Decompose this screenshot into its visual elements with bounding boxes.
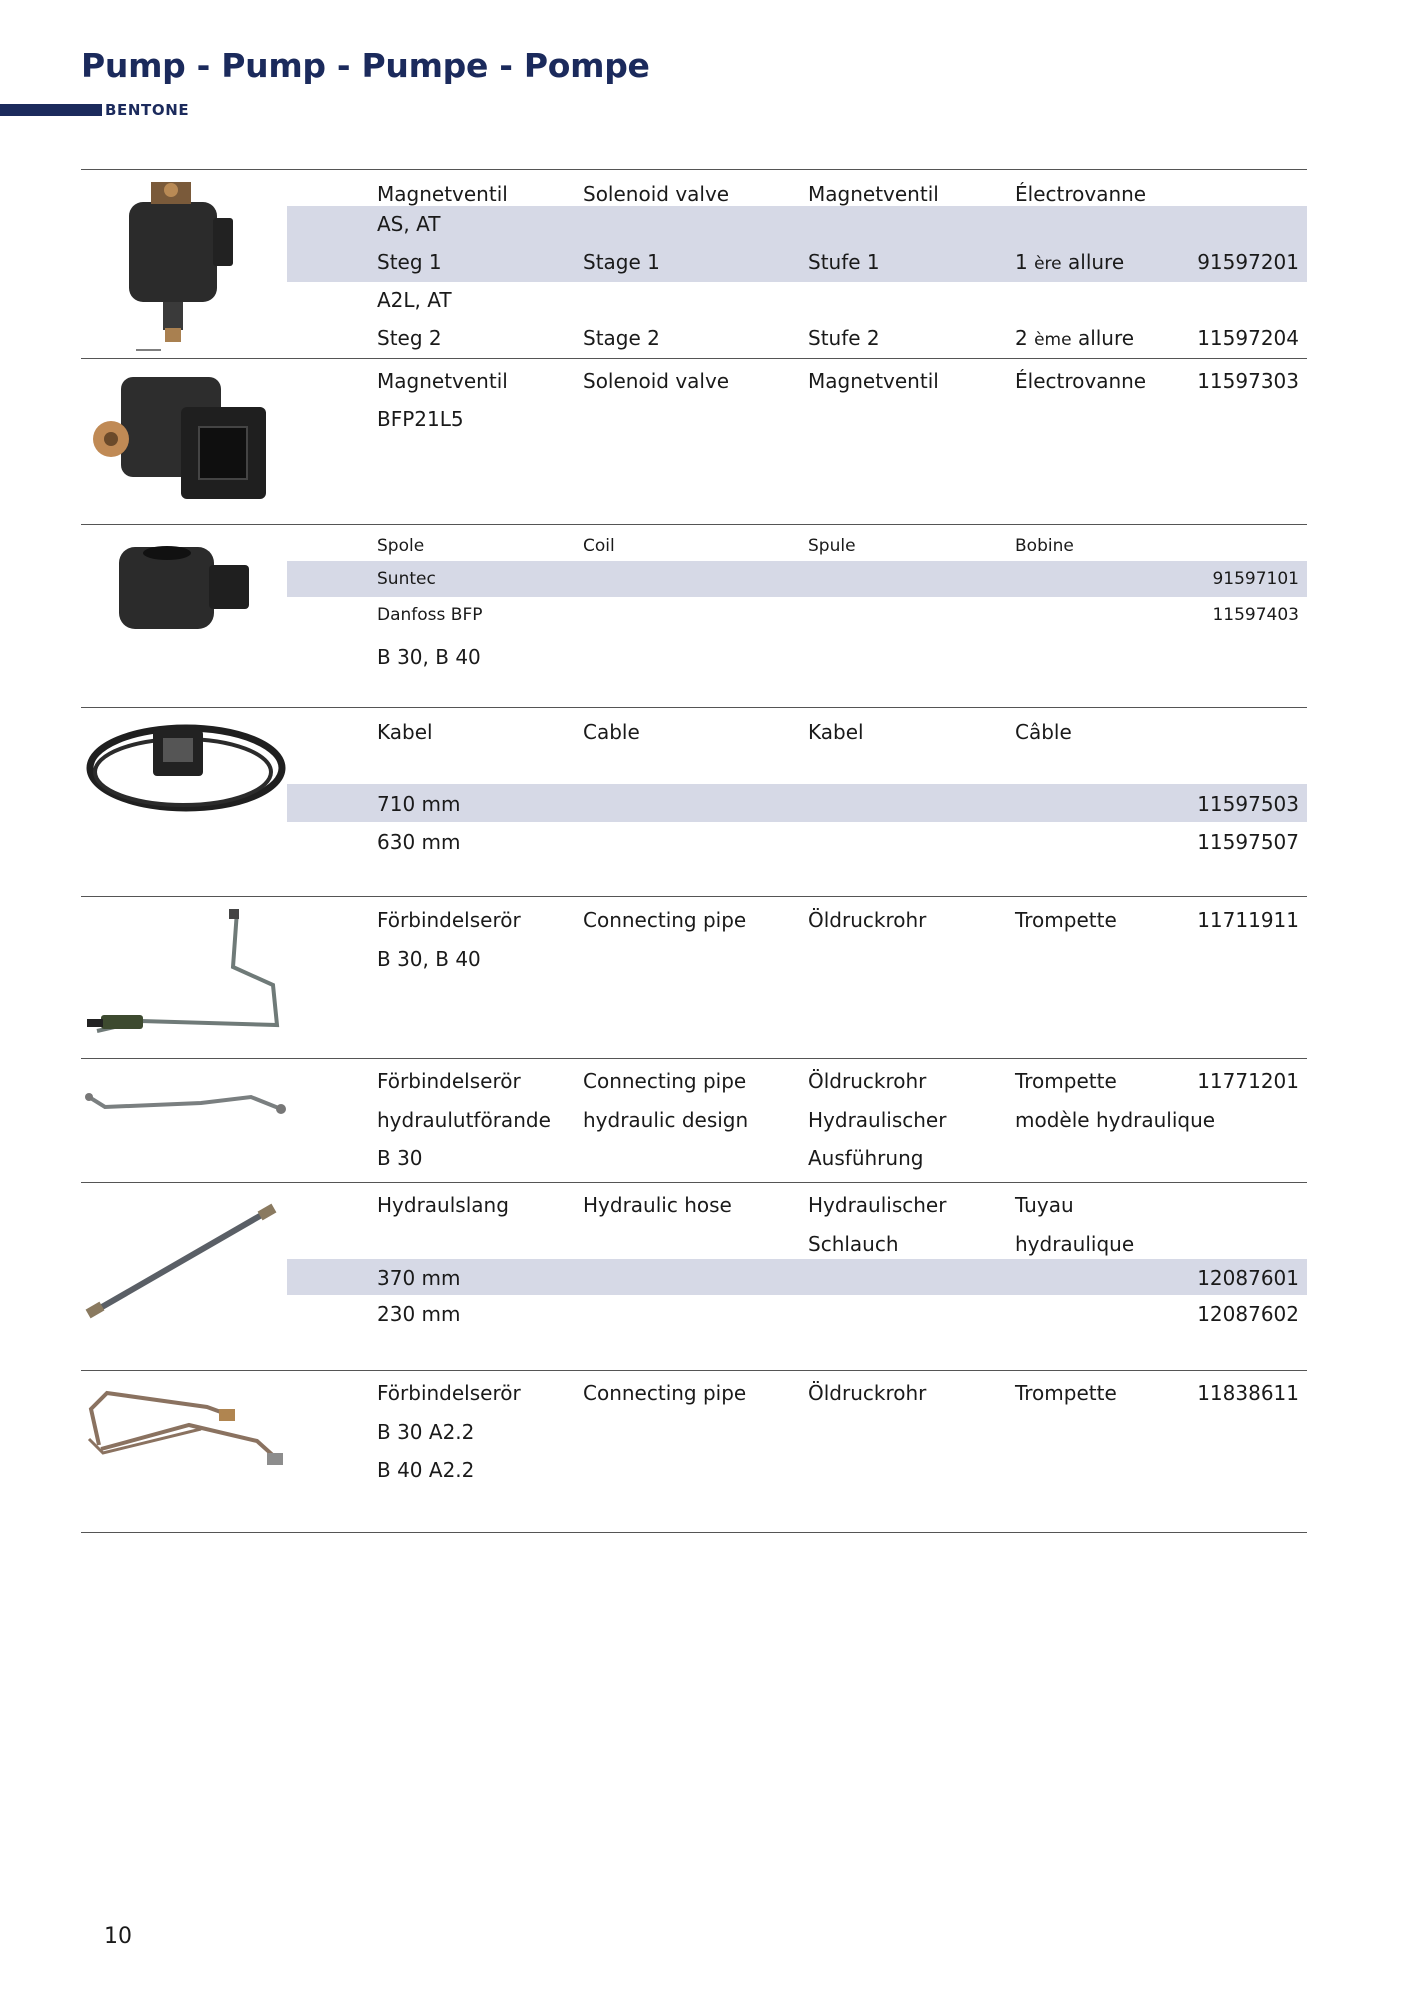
label-german: Öldruckrohr bbox=[808, 1381, 927, 1405]
section-connecting-pipe bbox=[81, 896, 1307, 1059]
label-english: hydraulic design bbox=[583, 1108, 749, 1132]
model-label: AS, AT bbox=[377, 212, 441, 236]
stage-french: 1 ère allure bbox=[1015, 250, 1125, 274]
label-swedish: Hydraulslang bbox=[377, 1193, 509, 1217]
label-english: Coil bbox=[583, 536, 615, 556]
table-row bbox=[287, 561, 1307, 597]
label-swedish: Förbindelserör bbox=[377, 1069, 521, 1093]
connecting-pipe-image bbox=[81, 907, 291, 1047]
hydraulic-hose-image bbox=[81, 1197, 291, 1327]
part-number: 11597204 bbox=[1197, 326, 1299, 350]
variant-label: Danfoss BFP bbox=[377, 605, 483, 625]
coil-image bbox=[81, 539, 291, 639]
page-number: 10 bbox=[104, 1924, 132, 1949]
model-label: B 30 A2.2 bbox=[377, 1420, 475, 1444]
brand-label: BENTONE bbox=[105, 101, 190, 119]
label-english: Solenoid valve bbox=[583, 182, 730, 206]
section-cable bbox=[81, 707, 1307, 897]
label-french: Trompette bbox=[1015, 1381, 1117, 1405]
label-german: Öldruckrohr bbox=[808, 908, 927, 932]
model-label: B 30, B 40 bbox=[377, 645, 481, 669]
label-german: Kabel bbox=[808, 720, 864, 744]
label-french: hydraulique bbox=[1015, 1232, 1135, 1256]
model-label: A2L, AT bbox=[377, 288, 452, 312]
hydraulic-pipe-image bbox=[81, 1083, 291, 1123]
part-number: 11597403 bbox=[1212, 605, 1299, 625]
coil-header-row bbox=[287, 525, 1307, 561]
label-french: Bobine bbox=[1015, 536, 1074, 556]
part-number: 11597507 bbox=[1197, 830, 1299, 854]
label-german: Magnetventil bbox=[808, 182, 939, 206]
label-german: Spule bbox=[808, 536, 856, 556]
hydraulic-pipe-row-1 bbox=[287, 1059, 1307, 1097]
section-connecting-pipe-a22 bbox=[81, 1370, 1307, 1533]
table-row bbox=[287, 1259, 1307, 1295]
stage-english: Stage 2 bbox=[583, 326, 660, 350]
part-number: 11838611 bbox=[1197, 1381, 1299, 1405]
pipe-a22-model-row-2 bbox=[287, 1447, 1307, 1485]
hose-header-row-2 bbox=[287, 1221, 1307, 1259]
length-label: 370 mm bbox=[377, 1266, 461, 1290]
label-english: Connecting pipe bbox=[583, 1381, 747, 1405]
label-swedish: Magnetventil bbox=[377, 369, 508, 393]
hydraulic-pipe-row-2 bbox=[287, 1097, 1307, 1135]
model-label: B 30 bbox=[377, 1146, 423, 1170]
table-row bbox=[287, 822, 1307, 860]
hose-header-row-1 bbox=[287, 1183, 1307, 1221]
hydraulic-pipe-row-3 bbox=[287, 1135, 1307, 1173]
label-swedish: Förbindelserör bbox=[377, 1381, 521, 1405]
pipe-model-row bbox=[287, 935, 1307, 973]
section-solenoid-valve-bfp bbox=[81, 358, 1307, 525]
pipe-a22-model-row-1 bbox=[287, 1409, 1307, 1447]
section-connecting-pipe-hydraulic bbox=[81, 1058, 1307, 1183]
label-french: modèle hydraulique bbox=[1015, 1108, 1216, 1132]
label-swedish: Magnetventil bbox=[377, 182, 508, 206]
solenoid-valve-bfp-image bbox=[81, 367, 291, 517]
coil-model-row bbox=[287, 633, 1307, 673]
part-number: 12087601 bbox=[1197, 1266, 1299, 1290]
label-german: Hydraulischer bbox=[808, 1108, 947, 1132]
label-french: Trompette bbox=[1015, 1069, 1117, 1093]
part-number: 91597101 bbox=[1212, 569, 1299, 589]
part-number: 11711911 bbox=[1197, 908, 1299, 932]
stage-swedish: Steg 2 bbox=[377, 326, 442, 350]
solenoid-valve-image bbox=[81, 178, 291, 363]
solenoid-bfp-model-row bbox=[287, 397, 1307, 433]
label-german: Hydraulischer bbox=[808, 1193, 947, 1217]
stage-german: Stufe 1 bbox=[808, 250, 880, 274]
label-french: Électrovanne bbox=[1015, 182, 1147, 206]
table-row bbox=[287, 1295, 1307, 1331]
connecting-pipe-a22-image bbox=[81, 1379, 291, 1479]
section-solenoid-valve bbox=[81, 169, 1307, 360]
brand-bar bbox=[0, 104, 102, 116]
label-english: Hydraulic hose bbox=[583, 1193, 732, 1217]
part-number: 11597503 bbox=[1197, 792, 1299, 816]
stage-german: Stufe 2 bbox=[808, 326, 880, 350]
label-english: Solenoid valve bbox=[583, 369, 730, 393]
model-label: B 40 A2.2 bbox=[377, 1458, 475, 1482]
label-german: Schlauch bbox=[808, 1232, 899, 1256]
table-row bbox=[287, 784, 1307, 822]
cable-header-row bbox=[287, 708, 1307, 748]
length-label: 230 mm bbox=[377, 1302, 461, 1326]
solenoid-stage1-block bbox=[287, 206, 1307, 282]
table-row bbox=[287, 597, 1307, 633]
stage-english: Stage 1 bbox=[583, 250, 660, 274]
length-label: 630 mm bbox=[377, 830, 461, 854]
cable-image bbox=[81, 718, 291, 828]
label-swedish: Spole bbox=[377, 536, 425, 556]
part-number: 11771201 bbox=[1197, 1069, 1299, 1093]
model-label: B 30, B 40 bbox=[377, 947, 481, 971]
label-german: Öldruckrohr bbox=[808, 1069, 927, 1093]
part-number: 12087602 bbox=[1197, 1302, 1299, 1326]
table-bottom-rule bbox=[81, 1532, 1307, 1533]
page-title: Pump - Pump - Pumpe - Pompe bbox=[81, 46, 650, 85]
length-label: 710 mm bbox=[377, 792, 461, 816]
label-french: Câble bbox=[1015, 720, 1072, 744]
part-number: 11597303 bbox=[1197, 369, 1299, 393]
pipe-a22-header-row bbox=[287, 1371, 1307, 1409]
label-english: Connecting pipe bbox=[583, 908, 747, 932]
stage-french: 2 ème allure bbox=[1015, 326, 1135, 350]
label-french: Électrovanne bbox=[1015, 369, 1147, 393]
pipe-header-row bbox=[287, 897, 1307, 935]
solenoid-bfp-header-row bbox=[287, 359, 1307, 395]
label-german: Ausführung bbox=[808, 1146, 924, 1170]
label-german: Magnetventil bbox=[808, 369, 939, 393]
label-english: Connecting pipe bbox=[583, 1069, 747, 1093]
stage-swedish: Steg 1 bbox=[377, 250, 442, 274]
label-english: Cable bbox=[583, 720, 640, 744]
part-number: 91597201 bbox=[1197, 250, 1299, 274]
model-label: BFP21L5 bbox=[377, 407, 464, 431]
label-swedish: hydraulutförande bbox=[377, 1108, 551, 1132]
label-swedish: Kabel bbox=[377, 720, 433, 744]
label-french: Trompette bbox=[1015, 908, 1117, 932]
label-french: Tuyau bbox=[1015, 1193, 1074, 1217]
section-coil bbox=[81, 524, 1307, 708]
section-hydraulic-hose bbox=[81, 1182, 1307, 1371]
solenoid-stage2-block bbox=[287, 282, 1307, 358]
variant-label: Suntec bbox=[377, 569, 436, 589]
label-swedish: Förbindelserör bbox=[377, 908, 521, 932]
